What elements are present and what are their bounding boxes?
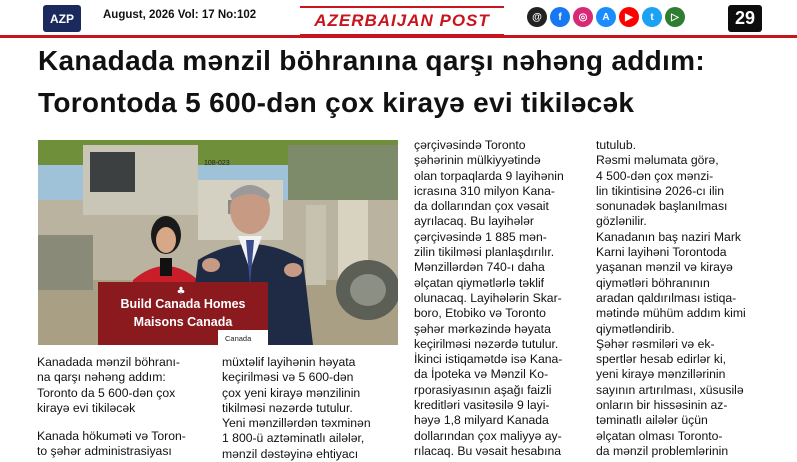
column-line: sayının artırılması, xüsusilə bbox=[596, 382, 744, 397]
header-divider bbox=[0, 35, 797, 38]
column-line: rılacaq. Bu vəsait hesabına bbox=[414, 443, 562, 458]
column-line: Kanadanın baş naziri Mark bbox=[596, 229, 741, 244]
column-line: müxtəlif layihənin həyata bbox=[222, 355, 356, 369]
column-line: da dollarından çox vəsait bbox=[414, 199, 549, 214]
column-line: Kanadada mənzil böhranı- bbox=[37, 355, 180, 369]
column-line: to şəhər administrasiyası bbox=[37, 444, 172, 459]
column-line: qiymətləri böhranının bbox=[596, 275, 710, 290]
sign-number: 108-023 bbox=[204, 160, 230, 167]
instagram-icon[interactable]: ◎ bbox=[573, 7, 593, 27]
column-line: çərçivəsində 1 885 mən- bbox=[414, 229, 547, 244]
column-line: Yeni mənzillərdən təxminən bbox=[222, 416, 371, 431]
column-line: zilin tikilməsi planlaşdırılır. bbox=[414, 245, 555, 260]
article-column-1 bbox=[37, 355, 212, 460]
article-column-2 bbox=[222, 355, 397, 462]
column-line: əlçatan olması Toronto- bbox=[596, 428, 723, 443]
column-line: 1 800-ü aztəminatlı ailələr, bbox=[222, 431, 365, 446]
threads-icon[interactable]: @ bbox=[527, 7, 547, 27]
column-line: keçirilməsi və 5 600-dən bbox=[222, 370, 354, 385]
column-line: mətində mühüm addım kimi bbox=[596, 306, 746, 321]
azp-logo[interactable] bbox=[43, 5, 81, 32]
column-line: na qarşı nəhəng addım: bbox=[37, 370, 166, 385]
article-column-3 bbox=[414, 138, 584, 459]
column-line: dollarından çox maliyyə ay- bbox=[414, 428, 562, 443]
column-line: şəhərinin mülkiyyətində bbox=[414, 153, 541, 168]
column-line: olunacaq. Layihələrin Skar- bbox=[414, 290, 562, 305]
logo-text: AZP bbox=[50, 11, 74, 26]
column-line: da mənzil problemlərinin bbox=[596, 443, 729, 458]
column-line: tutulub. bbox=[596, 138, 636, 152]
column-line: Toronto da 5 600-dən çox bbox=[37, 385, 176, 400]
headline-line-1: Kanadada mənzil böhranına qarşı nəhəng addım: bbox=[38, 45, 705, 76]
column-line: aradan qaldırılması istiqa- bbox=[596, 290, 737, 305]
column-line: Kanada hökuməti və Toron- bbox=[37, 429, 186, 444]
column-line: yeni kirayə mənzillərinin bbox=[596, 367, 726, 382]
social-icons bbox=[527, 7, 685, 27]
column-line: mənzil dəstəyinə ehtiyacı bbox=[222, 446, 359, 461]
maple-leaf-icon: ♣ bbox=[176, 286, 186, 297]
podium-line-2: Maisons Canada bbox=[133, 315, 233, 329]
appstore-icon[interactable]: A bbox=[596, 7, 616, 27]
column-line: çox yeni kirayə mənzilinin bbox=[222, 385, 361, 400]
facebook-icon[interactable]: f bbox=[550, 7, 570, 27]
column-line: kirayə evi tikiləcək bbox=[37, 400, 136, 415]
podium-wordmark: Canada bbox=[225, 334, 252, 343]
masthead-title: AZERBAIJAN POST bbox=[314, 11, 490, 30]
column-line: ayrılacaq. Bu layihələr bbox=[414, 214, 534, 229]
column-line: İkinci istiqamətdə isə Kana- bbox=[414, 352, 563, 367]
column-line: Şəhər rəsmiləri və ek- bbox=[596, 336, 715, 351]
column-line: əlçatan qiymətlərlə təklif bbox=[414, 275, 545, 290]
masthead[interactable] bbox=[300, 6, 504, 36]
column-line: da İpoteka və Mənzil Ko- bbox=[414, 367, 549, 382]
column-line: şəhər mərkəzində həyata bbox=[414, 321, 551, 336]
column-line: çərçivəsində Toronto bbox=[414, 138, 526, 152]
column-line: təminatlı ailələr üçün bbox=[596, 413, 708, 428]
youtube-icon[interactable]: ▶ bbox=[619, 7, 639, 27]
column-line: qiymətləndirib. bbox=[596, 321, 675, 336]
article-headline bbox=[38, 40, 783, 124]
twitter-icon[interactable]: t bbox=[642, 7, 662, 27]
column-line: olan torpaqlarda 9 layihənin bbox=[414, 168, 564, 183]
press-conference-image bbox=[38, 140, 398, 345]
article-photo bbox=[38, 140, 398, 345]
googleplay-icon[interactable]: ▷ bbox=[665, 7, 685, 27]
column-line: onların bir hissəsinin az- bbox=[596, 398, 728, 413]
column-line: Mənzillərdən 740-ı daha bbox=[414, 260, 545, 275]
column-line: tikilməsi nəzərdə tutulur. bbox=[222, 400, 353, 415]
page-number: 29 bbox=[728, 5, 762, 32]
column-line: Rəsmi məlumata görə, bbox=[596, 153, 719, 168]
column-line: spertlər hesab edirlər ki, bbox=[596, 352, 727, 367]
column-line: lin tikintisinə 2026-cı ilin bbox=[596, 183, 725, 198]
column-line: keçirilməsi nəzərdə tutulur. bbox=[414, 336, 559, 351]
column-line: kreditləri vasitəsilə 9 layi- bbox=[414, 398, 550, 413]
column-line: sonunadək başlanılması bbox=[596, 199, 728, 214]
column-line: icrasına 310 milyon Kana- bbox=[414, 183, 555, 198]
column-line: boro, Etobiko və Toronto bbox=[414, 306, 546, 321]
column-line: rporasiyasının aşağı faizli bbox=[414, 382, 552, 397]
column-line: gözlənilir. bbox=[596, 214, 647, 229]
column-line: Karni layihəni Torontoda bbox=[596, 245, 727, 260]
podium-line-1: Build Canada Homes bbox=[120, 297, 246, 311]
headline-line-2: Torontoda 5 600-dən çox kirayə evi tikiləcək bbox=[38, 87, 635, 118]
issue-line: August, 2026 Vol: 17 No:102 bbox=[103, 9, 257, 21]
paragraph-gap bbox=[37, 416, 212, 429]
column-line: həyə 1,8 milyard Kanada bbox=[414, 413, 549, 428]
article-column-4 bbox=[596, 138, 766, 459]
column-line: yaşanan mənzil və kirayə bbox=[596, 260, 733, 275]
column-line: 4 500-dən çox mənzi- bbox=[596, 168, 714, 183]
